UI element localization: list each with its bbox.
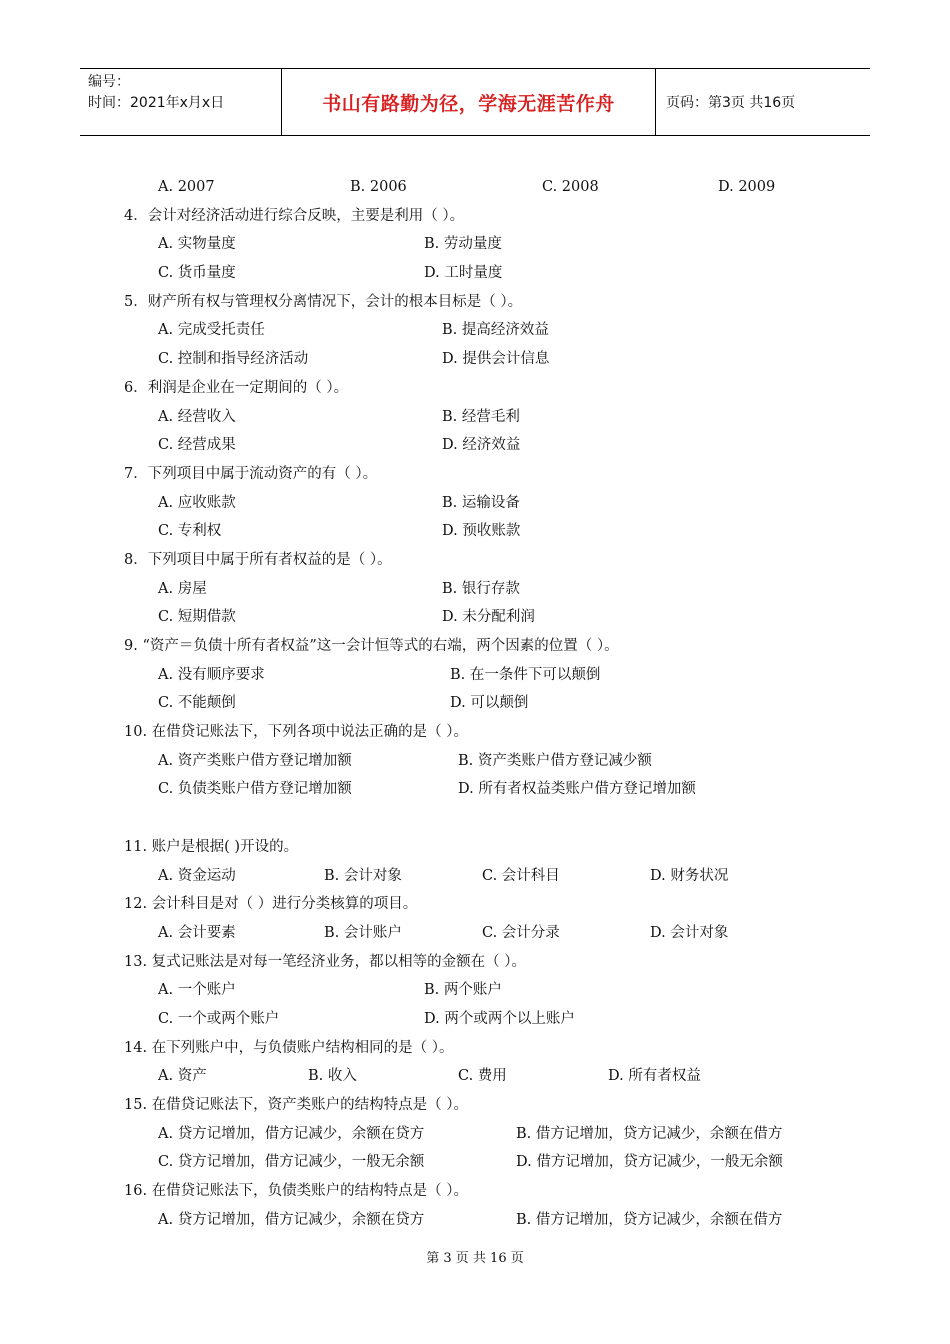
- answer-options: [124, 431, 844, 460]
- answer-option: D. 未分配利润: [442, 609, 535, 626]
- question-list: [124, 173, 844, 1234]
- answer-options: [124, 173, 844, 202]
- answer-options: [124, 575, 844, 604]
- answer-options: [124, 316, 844, 345]
- answer-options: [124, 259, 844, 288]
- answer-options: [124, 1120, 844, 1149]
- answer-option: A. 实物量度: [158, 236, 236, 253]
- answer-option: D. 工时量度: [424, 265, 503, 282]
- question-text: 13. 复式记账法是对每一笔经济业务，都以相等的金额在（ ）。: [124, 953, 527, 970]
- header-meta: [80, 69, 282, 135]
- answer-option: C. 不能颠倒: [158, 695, 236, 712]
- answer-option: B. 劳动量度: [424, 236, 502, 253]
- answer-option: C. 2008: [542, 179, 599, 195]
- header-motto: 书山有路勤为径，学海无涯苦作舟: [282, 69, 656, 135]
- answer-option: A. 2007: [158, 179, 215, 195]
- answer-options: [124, 689, 844, 718]
- answer-option: D. 借方记增加，贷方记减少，一般无余额: [516, 1154, 783, 1171]
- answer-option: B. 借方记增加，贷方记减少，余额在借方: [516, 1125, 783, 1142]
- question-text: 16. 在借贷记账法下，负债类账户的结构特点是（ ）。: [124, 1183, 469, 1200]
- answer-options: [124, 489, 844, 518]
- answer-option: A. 贷方记增加，借方记减少，余额在贷方: [158, 1211, 425, 1228]
- answer-option: B. 银行存款: [442, 580, 520, 597]
- answer-option: B. 收入: [308, 1068, 357, 1085]
- answer-option: B. 运输设备: [442, 494, 520, 511]
- question-text: 7．下列项目中属于流动资产的有（ ）。: [124, 465, 378, 482]
- answer-option: D. 经济效益: [442, 437, 521, 454]
- question-text: 15. 在借贷记账法下，资产类账户的结构特点是（ ）。: [124, 1097, 469, 1113]
- answer-option: C. 贷方记增加，借方记减少，一般无余额: [158, 1154, 425, 1171]
- answer-option: C. 短期借款: [158, 609, 236, 626]
- answer-option: A. 完成受托责任: [158, 322, 265, 339]
- answer-option: B. 两个账户: [424, 982, 502, 999]
- answer-option: C. 经营成果: [158, 437, 236, 454]
- answer-options: [124, 230, 844, 259]
- answer-option: D. 会计对象: [650, 924, 729, 941]
- answer-option: A. 房屋: [158, 580, 207, 597]
- answer-options: [124, 661, 844, 690]
- page-header: [80, 68, 870, 136]
- question-text: 14. 在下列账户中，与负债账户结构相同的是（ ）。: [124, 1039, 454, 1056]
- answer-option: A. 资产: [158, 1068, 207, 1085]
- question-text: 9. “资产＝负债十所有者权益”这一会计恒等式的右端，两个因素的位置（ ）。: [124, 638, 619, 654]
- answer-options: [124, 1148, 844, 1177]
- answer-option: B. 在一条件下可以颠倒: [450, 666, 601, 683]
- answer-option: D. 两个或两个以上账户: [424, 1010, 575, 1027]
- question-text: 5．财产所有权与管理权分离情况下，会计的根本目标是（ ）。: [124, 293, 523, 310]
- answer-option: B. 会计对象: [324, 867, 402, 884]
- answer-options: [124, 517, 844, 546]
- answer-options: [124, 1062, 844, 1091]
- answer-option: C. 一个或两个账户: [158, 1010, 280, 1027]
- answer-options: [124, 747, 844, 776]
- answer-option: D. 预收账款: [442, 523, 521, 540]
- answer-option: A. 资金运动: [158, 867, 236, 884]
- document-number: 编号：: [88, 74, 130, 90]
- answer-option: A. 应收账款: [158, 494, 236, 511]
- answer-option: C. 货币量度: [158, 265, 236, 282]
- answer-options: [124, 403, 844, 432]
- answer-option: B. 经营毛利: [442, 408, 520, 425]
- answer-option: D. 所有者权益: [608, 1068, 701, 1085]
- answer-option: C. 会计科目: [482, 867, 560, 884]
- answer-option: C. 控制和指导经济活动: [158, 351, 309, 368]
- answer-options: [124, 1206, 844, 1235]
- answer-option: A. 资产类账户借方登记增加额: [158, 752, 352, 769]
- answer-options: [124, 345, 844, 374]
- document-date: 时间：2021年x月x日: [88, 95, 225, 111]
- question-text: 11. 账户是根据( )开设的。: [124, 838, 299, 855]
- question-text: 8．下列项目中属于所有者权益的是（ ）。: [124, 551, 392, 568]
- answer-option: A. 一个账户: [158, 982, 236, 999]
- answer-option: D. 2009: [718, 179, 776, 195]
- answer-options: [124, 919, 844, 948]
- blank-line: [124, 804, 844, 833]
- header-page-number: 页码：第3页 共16页: [666, 95, 796, 111]
- answer-option: A. 会计要素: [158, 924, 236, 941]
- question-text: 4．会计对经济活动进行综合反映，主要是利用（ ）。: [124, 207, 465, 224]
- answer-options: [124, 976, 844, 1005]
- answer-option: C. 费用: [458, 1068, 507, 1085]
- answer-options: [124, 862, 844, 891]
- question-text: 10. 在借贷记账法下，下列各项中说法正确的是（ ）。: [124, 724, 469, 741]
- answer-options: [124, 603, 844, 632]
- answer-options: [124, 1005, 844, 1034]
- answer-option: A. 经营收入: [158, 408, 236, 425]
- answer-option: B. 提高经济效益: [442, 322, 549, 339]
- answer-option: A. 贷方记增加，借方记减少，余额在贷方: [158, 1125, 425, 1142]
- answer-option: C. 专利权: [158, 523, 222, 540]
- answer-option: B. 借方记增加，贷方记减少，余额在借方: [516, 1211, 783, 1228]
- answer-option: D. 提供会计信息: [442, 351, 550, 368]
- answer-option: B. 会计账户: [324, 924, 402, 941]
- answer-option: B. 2006: [350, 179, 407, 195]
- page-footer: 第 3 页 共 16 页: [426, 1251, 524, 1266]
- answer-option: C. 负债类账户借方登记增加额: [158, 781, 352, 798]
- question-text: 12. 会计科目是对（ ）进行分类核算的项目。: [124, 896, 418, 913]
- answer-options: [124, 775, 844, 804]
- answer-option: C. 会计分录: [482, 924, 560, 941]
- answer-option: B. 资产类账户借方登记减少额: [458, 752, 652, 769]
- answer-option: D. 财务状况: [650, 867, 729, 884]
- answer-option: D. 所有者权益类账户借方登记增加额: [458, 781, 696, 798]
- question-text: 6．利润是企业在一定期间的（ ）。: [124, 379, 349, 396]
- answer-option: D. 可以颠倒: [450, 695, 529, 712]
- answer-option: A. 没有顺序要求: [158, 666, 265, 683]
